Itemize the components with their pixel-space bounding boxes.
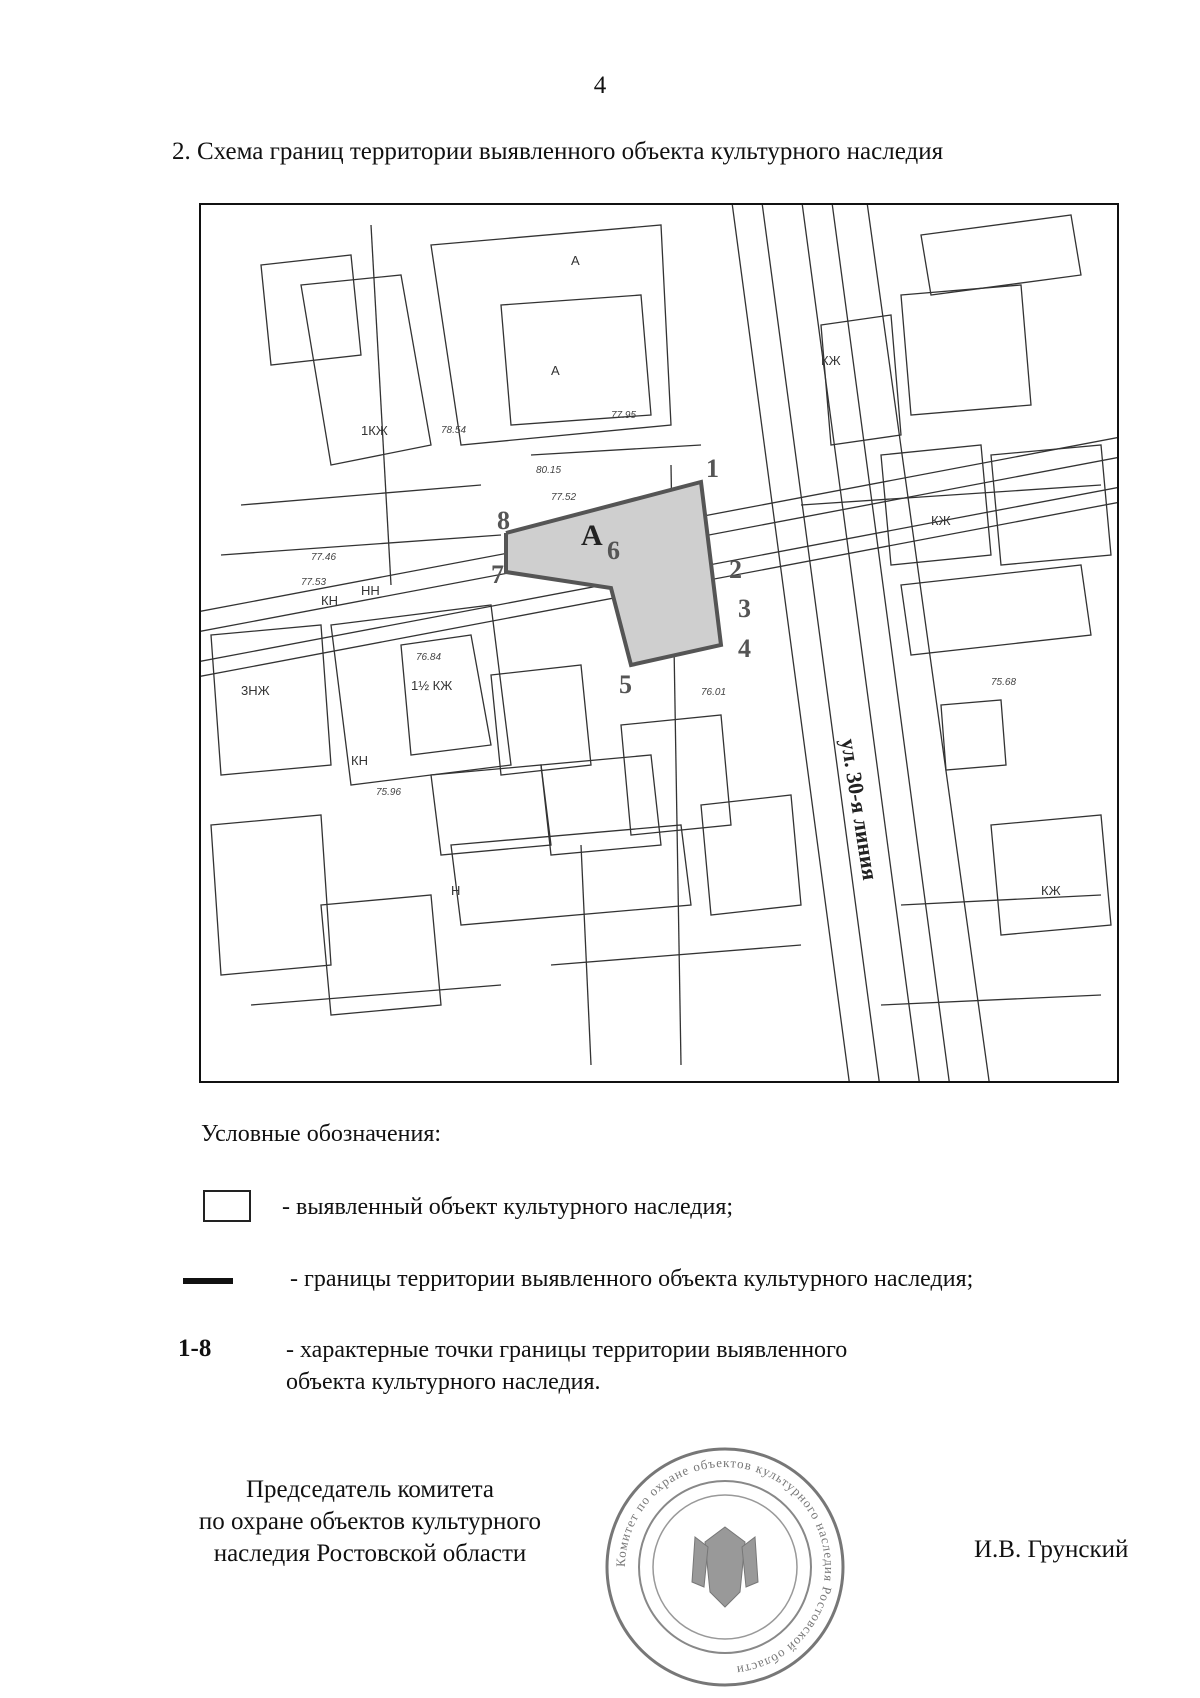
legend-points-text-line2: объекта культурного наследия. [286,1369,601,1395]
boundary-map [199,203,1119,1083]
block-label: КЖ [821,353,841,368]
legend-title: Условные обозначения: [201,1121,442,1147]
block-label: А [551,363,560,378]
elevation-mark: 77.53 [301,577,327,588]
boundary-point-8: 8 [497,506,510,535]
page-number: 4 [593,72,607,99]
legend-boundary-symbol [183,1278,233,1284]
svg-text:Комитет по охране объектов кул: Комитет по охране объектов культурного наследия Ростовской области [612,1454,838,1679]
elevation-mark: 75.68 [991,677,1017,688]
elevation-mark: 75.96 [376,787,402,798]
elevation-mark: 76.01 [701,687,727,698]
legend-boundary-text: - границы территории выявленного объекта культурного наследия; [290,1266,974,1292]
legend-points-text-line1: - характерные точки границы территории выявленного [286,1337,848,1363]
elevation-mark: 80.15 [536,465,562,476]
signer-title-line: по охране объектов культурного [198,1508,542,1535]
block-label: 1КЖ [361,423,388,438]
legend-object-symbol [203,1190,251,1222]
boundary-point-3: 3 [738,594,751,623]
boundary-point-2: 2 [729,555,742,584]
boundary-point-4: 4 [738,634,751,663]
map-drawing [201,205,1117,1081]
elevation-mark: 78.54 [441,425,467,436]
heritage-object-area [506,482,721,665]
boundary-point-1: 1 [706,454,719,483]
official-seal [600,1442,850,1692]
signer-title [160,1474,580,1570]
elevation-mark: 77.46 [311,552,337,563]
boundary-point-6: 6 [607,536,620,565]
block-label: Н [451,883,461,898]
block-label: А [571,253,580,268]
street-label: ул. 30-я линия [836,736,884,882]
elevation-mark: 77.95 [611,410,637,421]
heritage-object-label: А [581,519,603,552]
block-label: КН [351,753,368,768]
block-label: КЖ [931,513,951,528]
block-label: КН [321,593,338,608]
boundary-point-5: 5 [619,670,632,699]
block-label: 3НЖ [241,683,270,698]
signer-title-line: Председатель комитета [246,1476,494,1503]
legend-points-symbol: 1-8 [178,1335,212,1362]
page-heading: 2. Схема границ территории выявленного объекта культурного наследия [172,138,944,165]
signer-title-line: наследия Ростовской области [213,1540,527,1567]
block-label: КЖ [1041,883,1061,898]
elevation-mark: 76.84 [416,652,442,663]
block-label: НН [361,583,380,598]
elevation-mark: 77.52 [551,492,577,503]
legend-object-text: - выявленный объект культурного наследия; [282,1194,734,1220]
signer-name: И.В. Грунский [974,1536,1129,1563]
boundary-point-7: 7 [491,560,504,589]
block-label: 1½ КЖ [411,678,453,693]
